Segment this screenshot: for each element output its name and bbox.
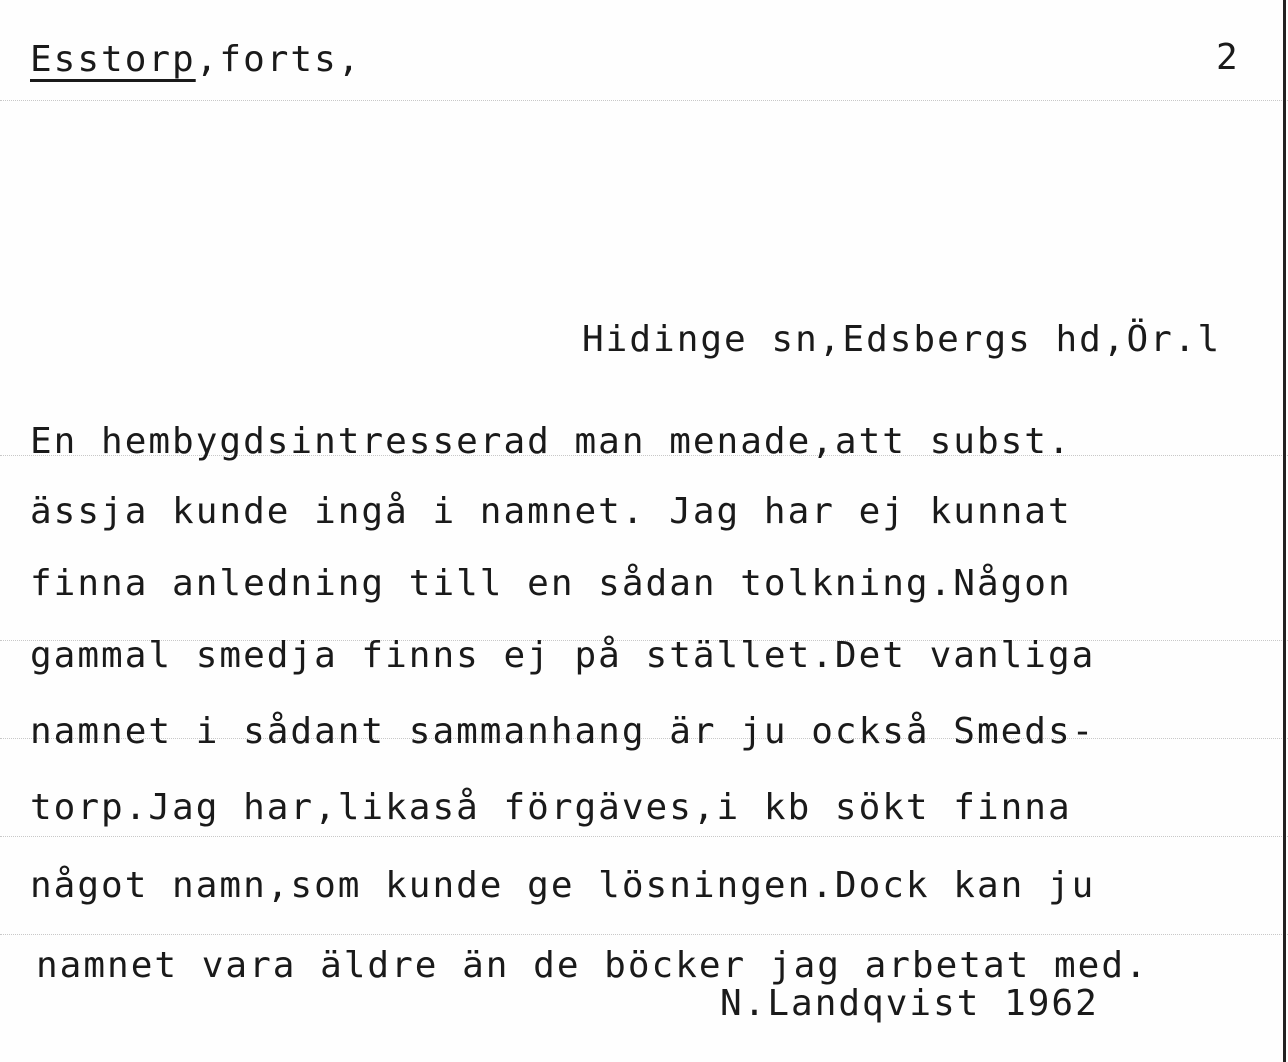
- card-edge: [1283, 0, 1286, 1062]
- body-line-6: torp.Jag har,likaså förgäves,i kb sökt finna: [30, 787, 1072, 828]
- heading-place-name: Esstorp: [30, 39, 196, 80]
- card-rule: [0, 934, 1288, 935]
- card-rule: [0, 836, 1288, 837]
- body-line-3: finna anledning till en sådan tolkning.Någon: [30, 563, 1072, 604]
- card-rule: [0, 100, 1288, 101]
- body-line-4: gammal smedja finns ej på stället.Det vanliga: [30, 635, 1096, 676]
- body-line-7: något namn,som kunde ge lösningen.Dock kan ju: [30, 865, 1096, 906]
- page-number: 2: [1216, 37, 1240, 78]
- body-line-5: namnet i sådant sammanhang är ju också Smeds-: [30, 711, 1096, 752]
- body-line-1: En hembygdsintresserad man menade,att subst.: [30, 421, 1072, 462]
- locality-line: Hidinge sn,Edsbergs hd,Ör.l: [582, 319, 1222, 360]
- heading-suffix: ,forts,: [195, 39, 362, 80]
- body-line-2: ässja kunde ingå i namnet. Jag har ej kunnat: [30, 491, 1072, 532]
- card-heading: [30, 39, 362, 80]
- body-line-8: namnet vara äldre än de böcker jag arbetat med.: [36, 945, 1149, 986]
- signature: N.Landqvist 1962: [720, 983, 1099, 1024]
